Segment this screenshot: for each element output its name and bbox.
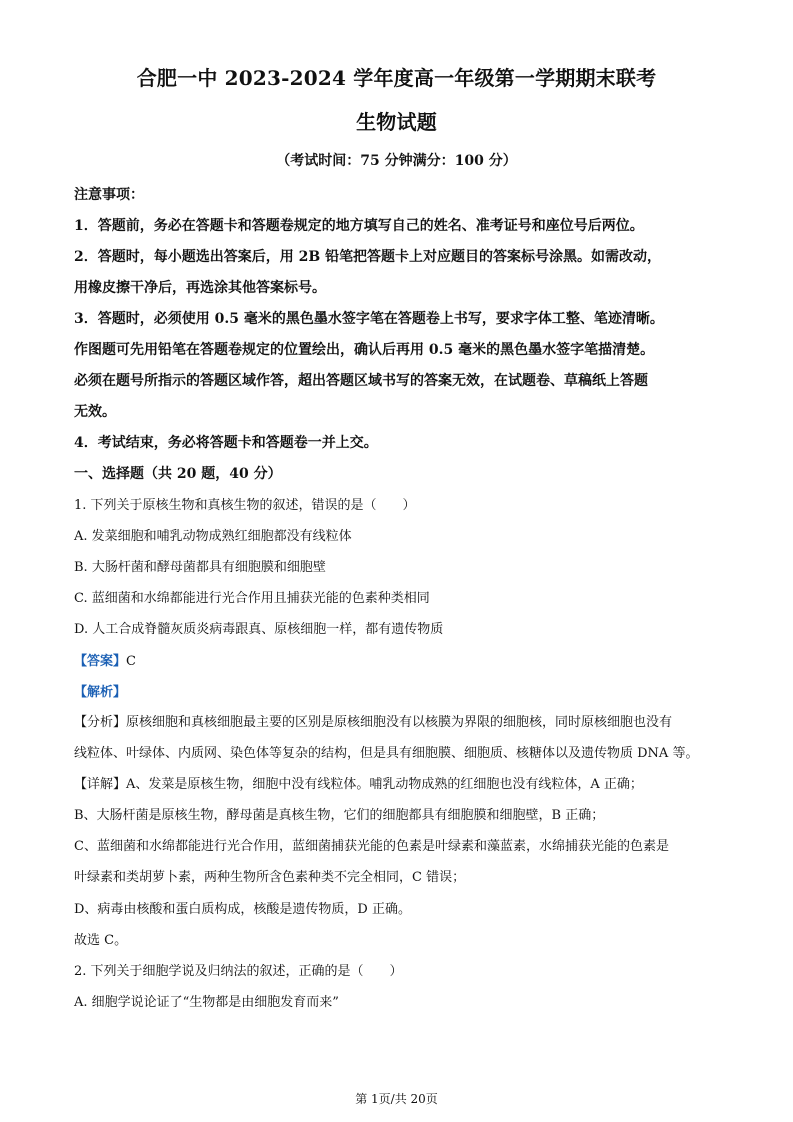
fenxi-text: 原核细胞和真核细胞最主要的区别是原核细胞没有以核膜为界限的细胞核，同时原核细胞也没有 [126, 715, 673, 730]
notice-item-3: 3．答题时，必须使用 0.5 毫米的黑色墨水签字笔在答题卷上书写，要求字体工整、笔迹清晰。 [74, 311, 664, 327]
section-heading: 一、选择题（共 20 题，40 分） [74, 466, 282, 482]
notice-heading: 注意事项： [74, 187, 144, 203]
option-b: B. 大肠杆菌和酵母菌都具有细胞膜和细胞壁 [74, 560, 326, 575]
fenxi-cont: 线粒体、叶绿体、内质网、染色体等复杂的结构，但是具有细胞膜、细胞质、核糖体以及遗传物质 DNA 等。 [74, 746, 699, 761]
xiangjie-a: A、发菜是原核生物，细胞中没有线粒体。哺乳动物成熟的红细胞也没有线粒体，A 正确； [126, 777, 643, 792]
analysis-tag: 【解析】 [74, 685, 127, 700]
fenxi-tag: 【分析】 [74, 715, 127, 730]
xiangjie-d: D、病毒由核酸和蛋白质构成，核酸是遗传物质，D 正确。 [74, 902, 411, 917]
option-c: C. 蓝细菌和水绵都能进行光合作用且捕获光能的色素种类相同 [74, 591, 430, 606]
xiangjie-c: C、蓝细菌和水绵都能进行光合作用，蓝细菌捕获光能的色素是叶绿素和藻蓝素，水绵捕获光能的色素是 [74, 839, 669, 854]
xiangjie-b: B、大肠杆菌是原核生物，酵母菌是真核生物，它们的细胞都具有细胞膜和细胞壁，B 正确； [74, 808, 605, 823]
notice-item-3-cont: 无效。 [74, 404, 116, 420]
notice-item-3-cont: 必须在题号所指示的答题区域作答，超出答题区域书写的答案无效，在试题卷、草稿纸上答题 [74, 373, 648, 389]
answer-tag: 【答案】 [74, 654, 127, 669]
conclusion: 故选 C。 [74, 933, 128, 948]
answer-value: C [126, 654, 136, 669]
analysis-line [74, 681, 724, 700]
notice-item-1: 1．答题前，务必在答题卡和答题卷规定的地方填写自己的姓名、准考证号和座位号后两位。 [74, 218, 644, 234]
answer-line [74, 650, 724, 669]
exam-title: 合肥一中 2023-2024 学年度高一年级第一学期期末联考 [136, 66, 657, 90]
question-stem: 1. 下列关于原核生物和真核生物的叙述，错误的是（ ） [74, 498, 416, 513]
page-number: 第 1页/共 20页 [355, 1092, 438, 1106]
notice-item-2-cont: 用橡皮擦干净后，再选涂其他答案标号。 [74, 280, 326, 296]
question-stem: 2. 下列关于细胞学说及归纳法的叙述，正确的是（ ） [74, 964, 403, 979]
notice-item-3-cont: 作图题可先用铅笔在答题卷规定的位置绘出，确认后再用 0.5 毫米的黑色墨水签字笔描清楚。 [74, 342, 655, 358]
xiangjie-c-cont: 叶绿素和类胡萝卜素，两种生物所含色素种类不完全相同，C 错误； [74, 870, 466, 885]
fenxi-line [74, 711, 724, 730]
xiangjie-tag: 【详解】 [74, 777, 127, 792]
exam-info: （考试时间：75 分钟满分：100 分） [276, 153, 517, 169]
notice-item-4: 4．考试结束，务必将答题卡和答题卷一并上交。 [74, 435, 378, 451]
option-a: A. 发菜细胞和哺乳动物成熟红细胞都没有线粒体 [74, 529, 352, 544]
notice-item-2: 2．答题时，每小题选出答案后，用 2B 铅笔把答题卡上对应题目的答案标号涂黑。如需改动， [74, 249, 662, 265]
subject-title: 生物试题 [356, 110, 437, 134]
xiangjie-line [74, 773, 724, 792]
option-a: A. 细胞学说论证了“生物都是由细胞发育而来” [74, 995, 339, 1010]
option-d: D. 人工合成脊髓灰质炎病毒跟真、原核细胞一样，都有遗传物质 [74, 622, 444, 637]
